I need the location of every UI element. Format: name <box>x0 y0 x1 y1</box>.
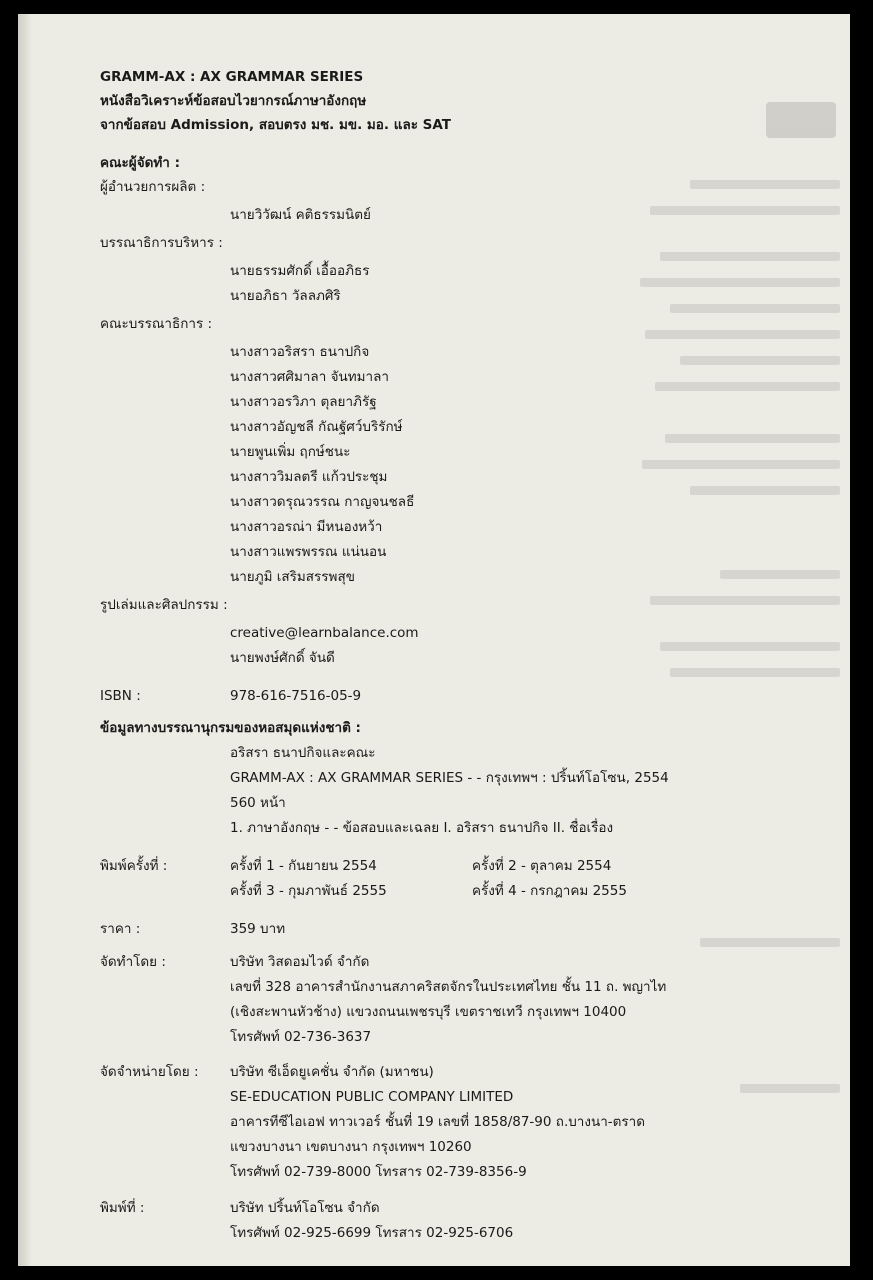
ghost-line <box>660 642 840 651</box>
editor-name: นางสาวดรุณวรรณ กาญจนชลธี <box>230 494 415 510</box>
producer-line: บริษัท วิสดอมไวด์ จำกัด <box>230 954 370 970</box>
ghost-line <box>642 460 840 469</box>
ghost-line <box>700 938 840 947</box>
design-label: รูปเล่มและศิลปกรรม : <box>100 597 228 613</box>
editor-name: นายภูมิ เสริมสรรพสุข <box>230 569 355 585</box>
ghost-line <box>665 434 840 443</box>
printer-line: บริษัท ปริ้นท์โอโซน จำกัด <box>230 1200 380 1216</box>
ghost-line <box>690 180 840 189</box>
ghost-line <box>680 356 840 365</box>
producer-line: โทรศัพท์ 02-736-3637 <box>230 1029 372 1045</box>
editor-name: นางสาวแพรพรรณ แน่นอน <box>230 544 387 560</box>
page-gutter <box>18 14 32 1266</box>
editor-name: นางสาวศศิมาลา จันทมาลา <box>230 369 389 385</box>
team-heading: คณะผู้จัดทำ : <box>100 155 180 171</box>
ghost-line <box>670 304 840 313</box>
ghost-heading <box>766 102 836 138</box>
catalog-line: อริสรา ธนาปกิจและคณะ <box>230 745 376 761</box>
distributor-line: อาคารทีซีไอเอฟ ทาวเวอร์ ชั้นที่ 19 เลขที่ 1858/87-90 ถ.บางนา-ตราด <box>230 1114 646 1130</box>
managing-editor-name: นายธรรมศักดิ์ เอื้ออภิธร <box>230 263 370 279</box>
printing-edition: ครั้งที่ 3 - กุมภาพันธ์ 2555 <box>230 883 387 899</box>
distributor-line: แขวงบางนา เขตบางนา กรุงเทพฯ 10260 <box>230 1139 472 1155</box>
ghost-line <box>650 596 840 605</box>
editor-name: นายพูนเพิ่ม ฤกษ์ชนะ <box>230 444 351 460</box>
printing-edition: ครั้งที่ 2 - ตุลาคม 2554 <box>472 858 612 874</box>
ghost-line <box>740 1084 840 1093</box>
book-title: GRAMM-AX : AX GRAMMAR SERIES <box>100 69 364 85</box>
isbn-value: 978-616-7516-05-9 <box>230 688 362 704</box>
editorial-board-label: คณะบรรณาธิการ : <box>100 316 213 332</box>
catalog-heading: ข้อมูลทางบรรณานุกรมของหอสมุดแห่งชาติ : <box>100 720 361 736</box>
price-value: 359 บาท <box>230 921 286 937</box>
printing-edition: ครั้งที่ 1 - กันยายน 2554 <box>230 858 377 874</box>
editor-name: นางสาวอัญชลี กัณฐัศว์บริรักษ์ <box>230 419 403 435</box>
book-subtitle: หนังสือวิเคราะห์ข้อสอบไวยากรณ์ภาษาอังกฤษ <box>100 93 367 109</box>
distributor-line: SE-EDUCATION PUBLIC COMPANY LIMITED <box>230 1089 514 1105</box>
producer-label: จัดทำโดย : <box>100 954 166 970</box>
distributor-label: จัดจำหน่ายโดย : <box>100 1064 199 1080</box>
producer-line: (เชิงสะพานหัวช้าง) แขวงถนนเพชรบุรี เขตราชเทวี กรุงเทพฯ 10400 <box>230 1004 627 1020</box>
printing-label: พิมพ์ครั้งที่ : <box>100 858 168 874</box>
producer-line: เลขที่ 328 อาคารสำนักงานสภาคริสตจักรในประเทศไทย ชั้น 11 ถ. พญาไท <box>230 979 667 995</box>
editor-name: นางสาวอรวิภา ตุลยาภิรัฐ <box>230 394 377 410</box>
director-name: นายวิวัฒน์ คติธรรมนิตย์ <box>230 207 371 223</box>
catalog-line: 560 หน้า <box>230 795 286 811</box>
ghost-line <box>655 382 840 391</box>
book-source: จากข้อสอบ Admission, สอบตรง มช. มข. มอ. และ SAT <box>100 117 451 133</box>
book-page <box>18 14 850 1266</box>
design-email: creative@learnbalance.com <box>230 625 419 641</box>
printer-line: โทรศัพท์ 02-925-6699 โทรสาร 02-925-6706 <box>230 1225 514 1241</box>
managing-editor-label: บรรณาธิการบริหาร : <box>100 235 223 251</box>
catalog-line: GRAMM-AX : AX GRAMMAR SERIES - - กรุงเทพฯ : ปริ้นท์โอโซน, 2554 <box>230 770 669 786</box>
editor-name: นางสาวอรณ่า มีหนองหว้า <box>230 519 383 535</box>
catalog-line: 1. ภาษาอังกฤษ - - ข้อสอบและเฉลย I. อริสรา ธนาปกิจ II. ชื่อเรื่อง <box>230 820 614 836</box>
editor-name: นางสาววิมลตรี แก้วประชุม <box>230 469 388 485</box>
isbn-label: ISBN : <box>100 688 141 704</box>
editor-name: นางสาวอริสรา ธนาปกิจ <box>230 344 370 360</box>
ghost-line <box>660 252 840 261</box>
ghost-line <box>645 330 840 339</box>
distributor-line: บริษัท ซีเอ็ดยูเคชั่น จำกัด (มหาชน) <box>230 1064 434 1080</box>
ghost-line <box>670 668 840 677</box>
ghost-line <box>640 278 840 287</box>
director-label: ผู้อำนวยการผลิต : <box>100 179 206 195</box>
show-through-from-next-page <box>640 14 850 1266</box>
ghost-line <box>720 570 840 579</box>
managing-editor-name: นายอภิธา วัลลภศิริ <box>230 288 341 304</box>
distributor-line: โทรศัพท์ 02-739-8000 โทรสาร 02-739-8356-9 <box>230 1164 527 1180</box>
printing-edition: ครั้งที่ 4 - กรกฎาคม 2555 <box>472 883 627 899</box>
price-label: ราคา : <box>100 921 141 937</box>
ghost-line <box>650 206 840 215</box>
design-name: นายพงษ์ศักดิ์ จันดี <box>230 650 335 666</box>
printer-label: พิมพ์ที่ : <box>100 1200 145 1216</box>
ghost-line <box>690 486 840 495</box>
